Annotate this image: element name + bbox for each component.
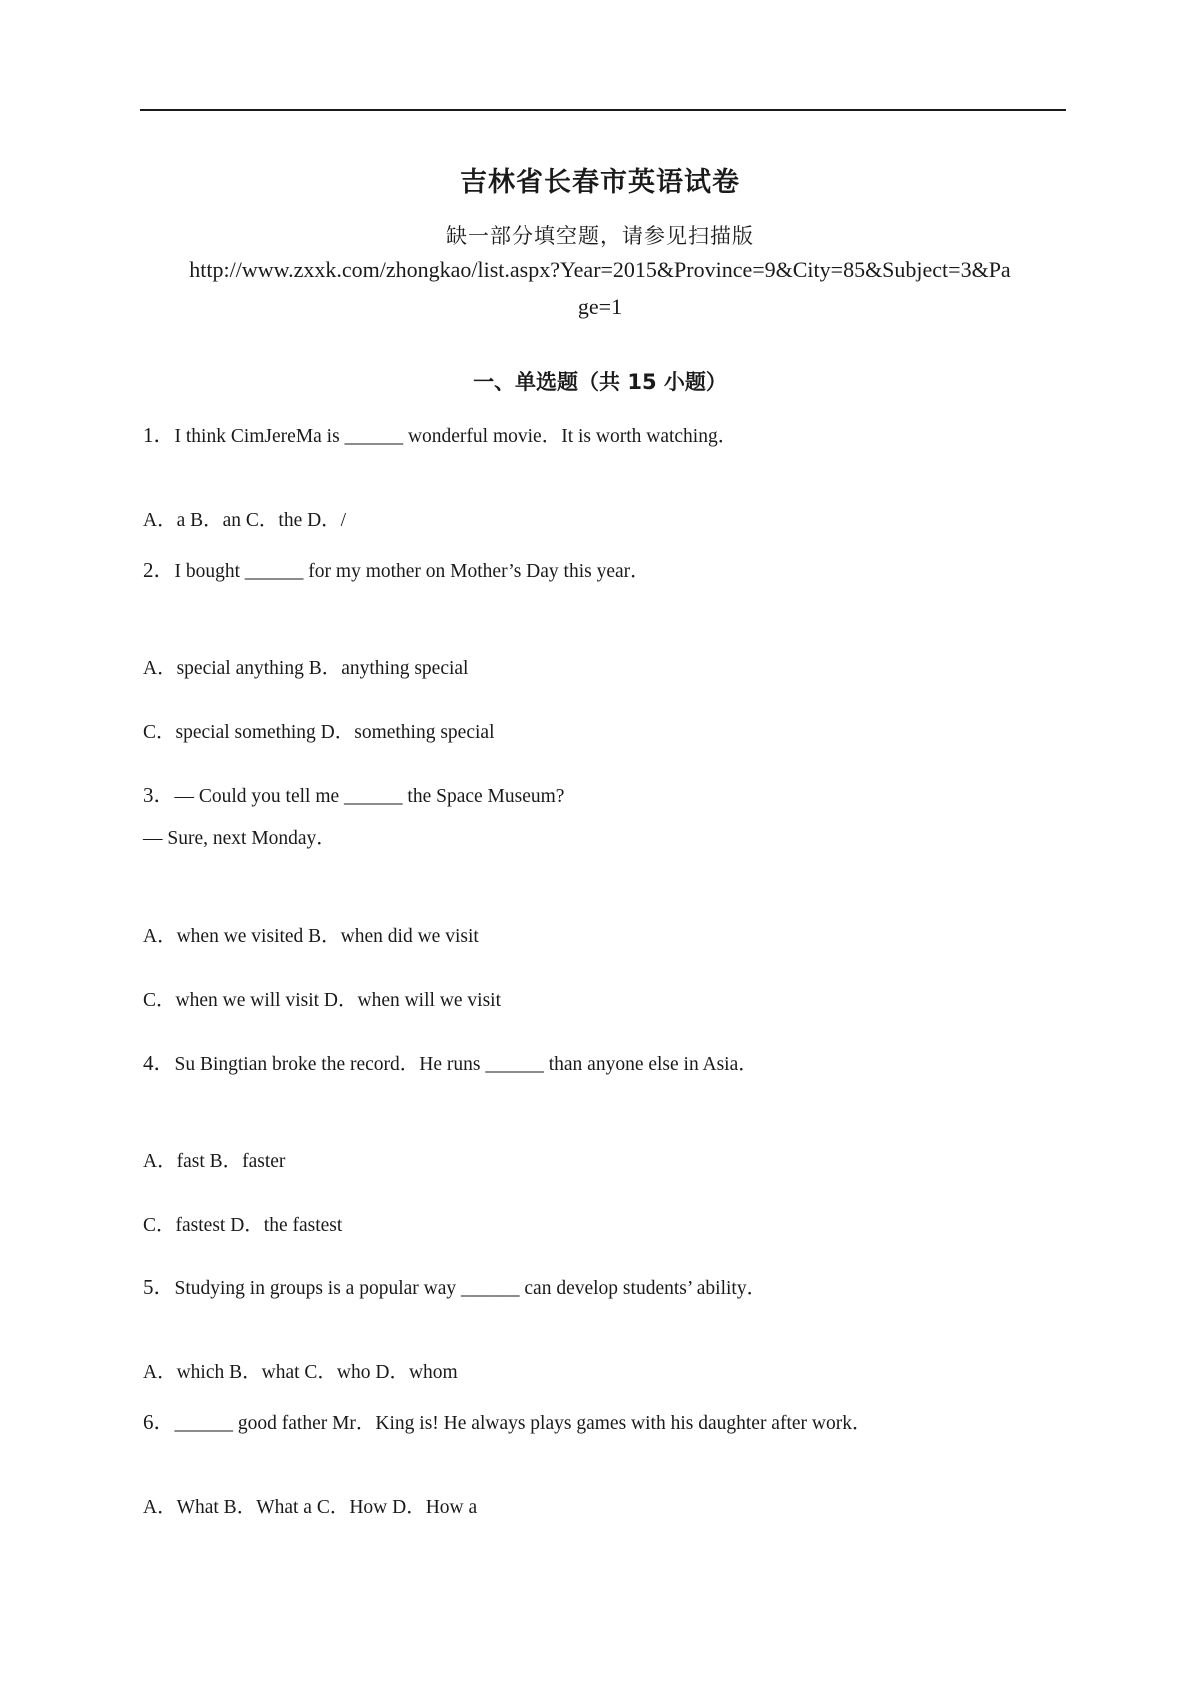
exam-subtitle: 缺一部分填空题，请参见扫描版 (446, 224, 754, 248)
question-5 (143, 1271, 766, 1301)
question-number: 6． (143, 1410, 175, 1434)
question-1-options: A．a B．an C．the D．/ (143, 510, 347, 531)
question-stem: Studying in groups is a popular way ______ can develop students’ ability． (174, 1278, 767, 1299)
question-5-options: A．which B．what C．who D．whom (143, 1362, 458, 1383)
question-number: 5． (143, 1275, 175, 1299)
question-stem: — Could you tell me ______ the Space Museum? (174, 786, 565, 807)
question-3-options-row-1: A．when we visited B．when did we visit (143, 926, 479, 947)
question-stem: ______ good father Mr．King is! He always plays games with his daughter after work． (174, 1413, 872, 1434)
question-number: 4． (143, 1051, 175, 1075)
question-6 (143, 1406, 871, 1436)
question-number: 2． (143, 558, 175, 582)
source-url-line-1: http://www.zxxk.com/zhongkao/list.aspx?Year=2015&Province=9&City=85&Subject=3&Pa (189, 257, 1011, 282)
question-2 (143, 554, 650, 584)
question-2-options-row-2: C．special something D．something special (143, 722, 495, 743)
question-3-reply: — Sure, next Monday． (143, 828, 336, 849)
question-stem: I think CimJereMa is ______ wonderful movie．It is worth watching． (174, 426, 738, 447)
section-heading: 一、单选题（共 15 小题） (473, 370, 727, 394)
exam-title: 吉林省长春市英语试卷 (460, 167, 740, 198)
question-4 (143, 1047, 758, 1077)
question-6-options: A．What B．What a C．How D．How a (143, 1497, 478, 1518)
question-number: 3． (143, 783, 175, 807)
question-stem: Su Bingtian broke the record．He runs ______ than anyone else in Asia． (174, 1054, 758, 1075)
question-1 (143, 419, 737, 449)
question-stem: I bought ______ for my mother on Mother’s Day this year． (174, 561, 650, 582)
question-2-options-row-1: A．special anything B．anything special (143, 658, 469, 679)
source-url-line-2: ge=1 (577, 294, 623, 319)
question-4-options-row-2: C．fastest D．the fastest (143, 1215, 343, 1236)
question-4-options-row-1: A．fast B．faster (143, 1151, 286, 1172)
question-3-options-row-2: C．when we will visit D．when will we visit (143, 990, 502, 1011)
question-3 (143, 779, 564, 809)
question-number: 1． (143, 423, 175, 447)
header-rule (140, 109, 1066, 111)
